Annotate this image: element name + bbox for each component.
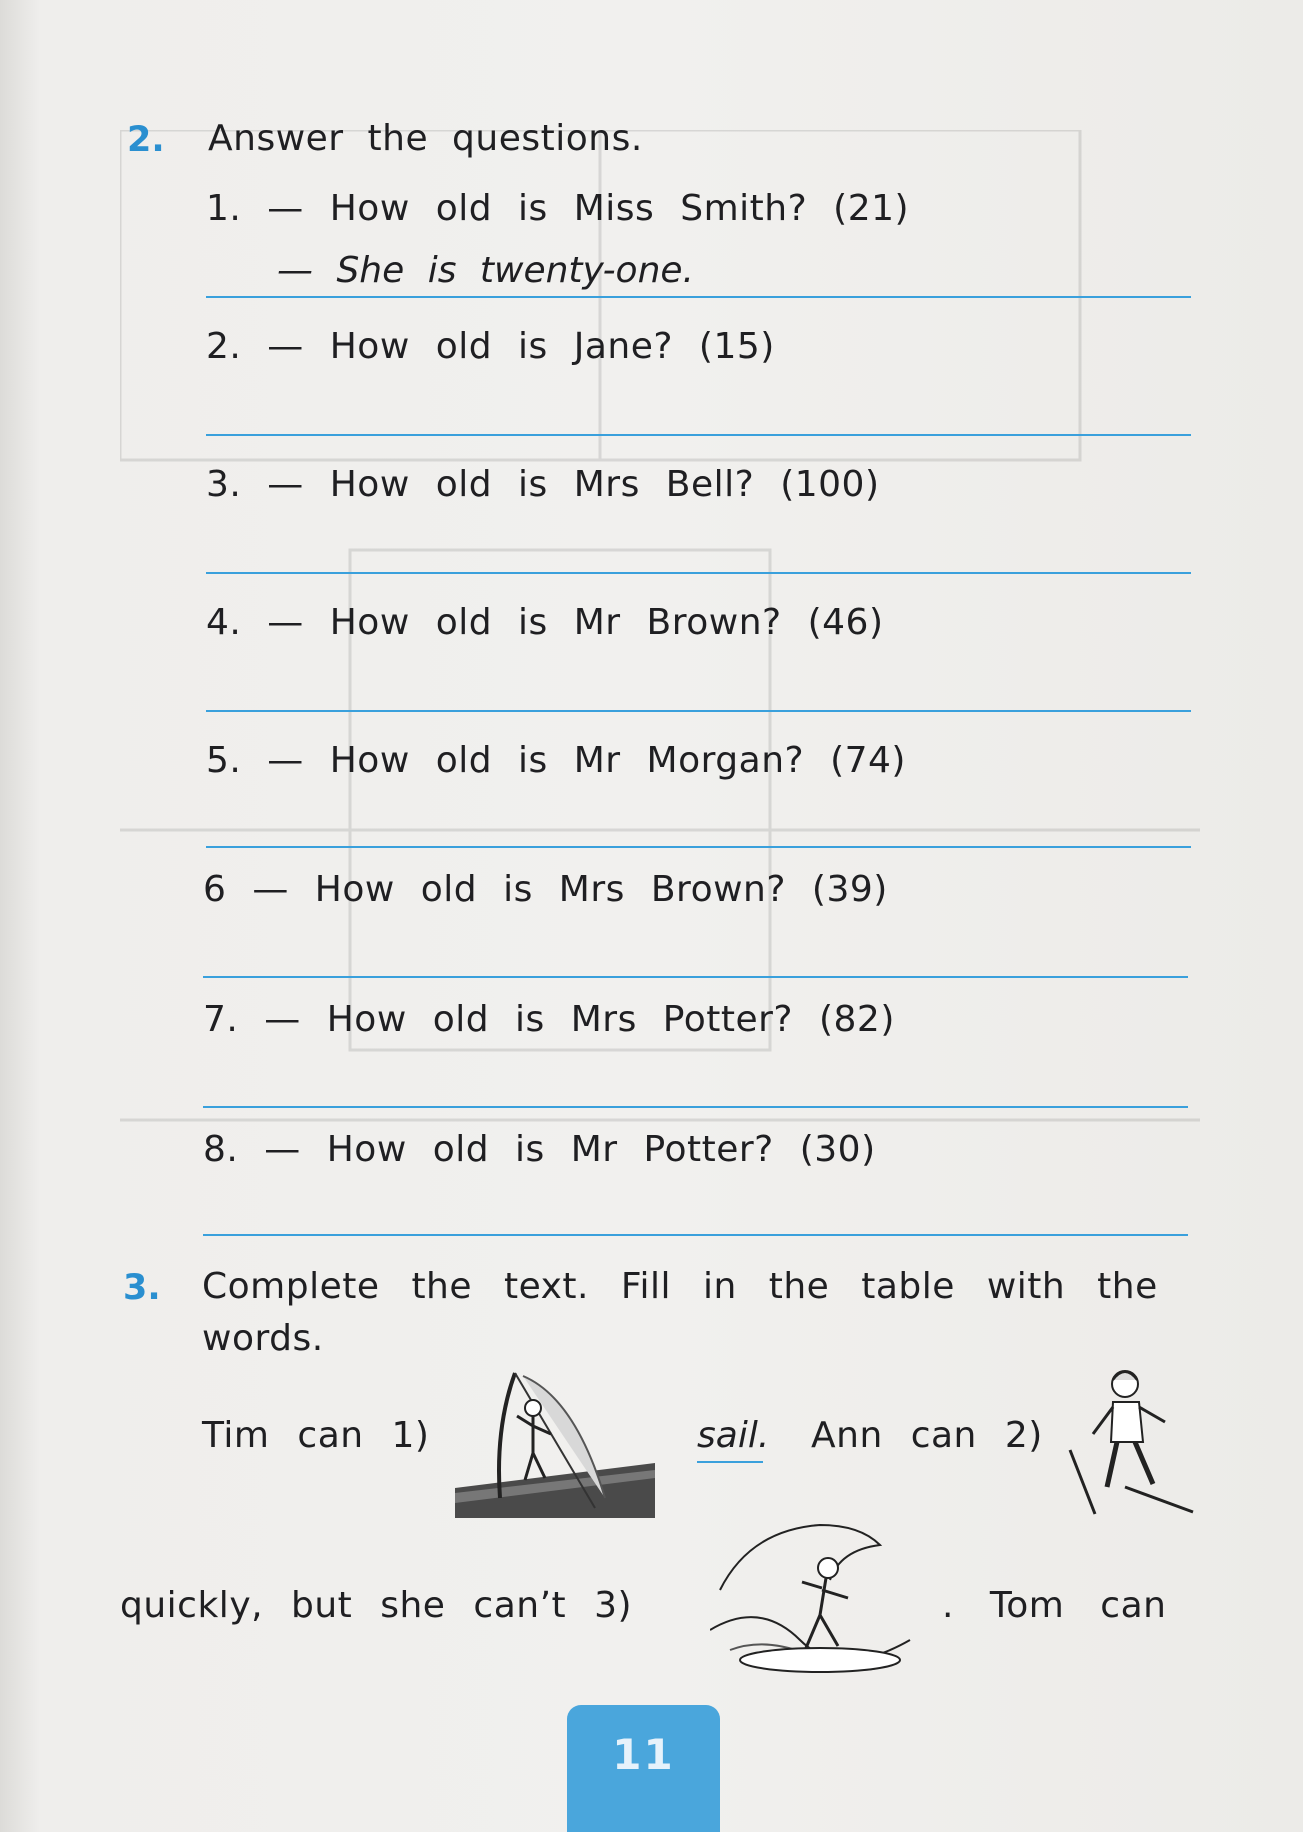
fill-line-1[interactable] [697,1461,763,1463]
surfer-illustration-icon [710,1520,920,1690]
task-3-title-line-2: words. [202,1318,324,1359]
answer-line-7[interactable] [203,1106,1188,1108]
question-6: 6 — How old is Mrs Brown? (39) [203,869,888,910]
task-3-line-1-start: Tim can 1) [202,1415,430,1456]
fill-in-1: sail. [697,1415,770,1456]
sailor-illustration-icon [455,1368,655,1518]
task-3-line-2-end: . Tom can [942,1585,1167,1626]
question-1: 1. — How old is Miss Smith? (21) [206,188,910,229]
question-4: 4. — How old is Mr Brown? (46) [206,602,884,643]
answer-line-1[interactable] [206,296,1191,298]
task-2-number: 2. [127,120,165,160]
answer-line-4[interactable] [206,710,1191,712]
answer-line-8[interactable] [203,1234,1188,1236]
question-5: 5. — How old is Mr Morgan? (74) [206,740,906,781]
answer-line-3[interactable] [206,572,1191,574]
task-3-line-1-end: Ann can 2) [811,1415,1043,1456]
task-3-number: 3. [123,1268,161,1308]
answer-line-2[interactable] [206,434,1191,436]
task-2-title: Answer the questions. [208,118,643,159]
task-3-title-line-1: Complete the text. Fill in the table with the [202,1266,1158,1307]
answer-1: — She is twenty-one. [277,250,694,291]
skier-illustration-icon [1065,1362,1195,1522]
page-number: 11 [612,1730,675,1779]
answer-line-5[interactable] [206,846,1191,848]
question-2: 2. — How old is Jane? (15) [206,326,775,367]
task-3-line-2-start: quickly, but she can’t 3) [120,1585,633,1626]
question-7: 7. — How old is Mrs Potter? (82) [203,999,895,1040]
answer-line-6[interactable] [203,976,1188,978]
question-3: 3. — How old is Mrs Bell? (100) [206,464,880,505]
question-8: 8. — How old is Mr Potter? (30) [203,1129,876,1170]
